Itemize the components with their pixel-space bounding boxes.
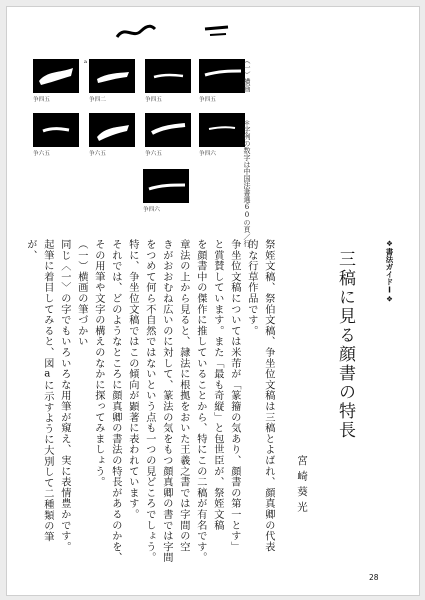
body-line: その用筆や文字の構えのなかに探ってみましょう。 — [92, 239, 104, 488]
sample-caption: 争四二 — [89, 97, 107, 103]
brush-sample-1 — [33, 59, 79, 107]
body-line: が、 — [24, 239, 36, 261]
body-line: 同じ〈一〉の字でもいろいろな用筆が窺え、実に表情豊かです。 — [58, 239, 70, 553]
calligraphy-stroke-top-right — [202, 21, 232, 43]
body-line: 的な行草作品です。 — [245, 239, 257, 337]
brush-sample-4 — [199, 59, 245, 107]
figure-letter-a: a — [84, 59, 87, 65]
sample-caption: 争六五 — [89, 151, 107, 157]
brush-sample-8 — [199, 113, 245, 161]
sample-caption: 争四六 — [199, 151, 217, 157]
figure-note: ＊字例の数字は中国法書選60の頁／行 — [243, 119, 251, 247]
brush-sample-7 — [145, 113, 191, 161]
article-author: 宮崎葵光 — [296, 455, 308, 517]
figure-item-label: （一）横画 — [243, 57, 251, 92]
calligraphy-stroke-top-left — [115, 21, 157, 43]
sample-caption: 争六五 — [145, 151, 163, 157]
body-line: 章法の上から見ると、隷法に根拠をおいた王羲之書では字間の空 — [177, 239, 189, 553]
sample-caption: 争四五 — [145, 97, 163, 103]
document-page — [6, 6, 420, 596]
body-line: をつめて何ら不自然ではないという点も一つの見どころでしょう。 — [143, 239, 155, 563]
brush-sample-6 — [89, 113, 135, 161]
body-line: 特に、争坐位文稿ではこの傾向が顕著に表われています。 — [126, 239, 138, 520]
section-heading: （一）横画の筆づかい — [75, 239, 87, 347]
brush-sample-2 — [84, 59, 135, 107]
sample-caption: 争四五 — [199, 97, 217, 103]
sample-caption: 争六五 — [33, 151, 51, 157]
brush-sample-5 — [33, 113, 79, 161]
body-line: 争坐位文稿については米芾が「篆籀の気あり、顔書の第一とす」 — [228, 239, 240, 553]
body-line: と賞賛しています。また「最も奇縦」と包世臣が、祭姪文稿 — [211, 239, 223, 531]
article-body — [19, 239, 275, 575]
body-line: 祭姪文稿、祭伯文稿、争坐位文稿は三稿とよばれ、顔真卿の代表 — [262, 239, 274, 553]
page-number: 28 — [369, 573, 379, 582]
section-guide-label: ❖書法ガイドⅠ❖ — [385, 239, 394, 304]
sample-caption: 争四六 — [143, 207, 161, 213]
body-line: それでは、どのようなところに顔真卿の書法の特長があるのかを、 — [109, 239, 121, 563]
body-line: きがおおむね広いのに対して、篆法の気をもつ顔真卿の書では字間 — [160, 239, 172, 563]
article-title: 三稿に見る顔書の特長 — [335, 250, 355, 440]
brush-sample-9 — [143, 169, 189, 217]
body-line: を顔書中の傑作に推していることから、特にこの二稿が有名です。 — [194, 239, 206, 563]
body-line: 起筆に着目してみると、図aに示すように大別して二種類の筆 — [41, 239, 53, 543]
brush-sample-3 — [145, 59, 191, 107]
sample-caption: 争四五 — [33, 97, 51, 103]
